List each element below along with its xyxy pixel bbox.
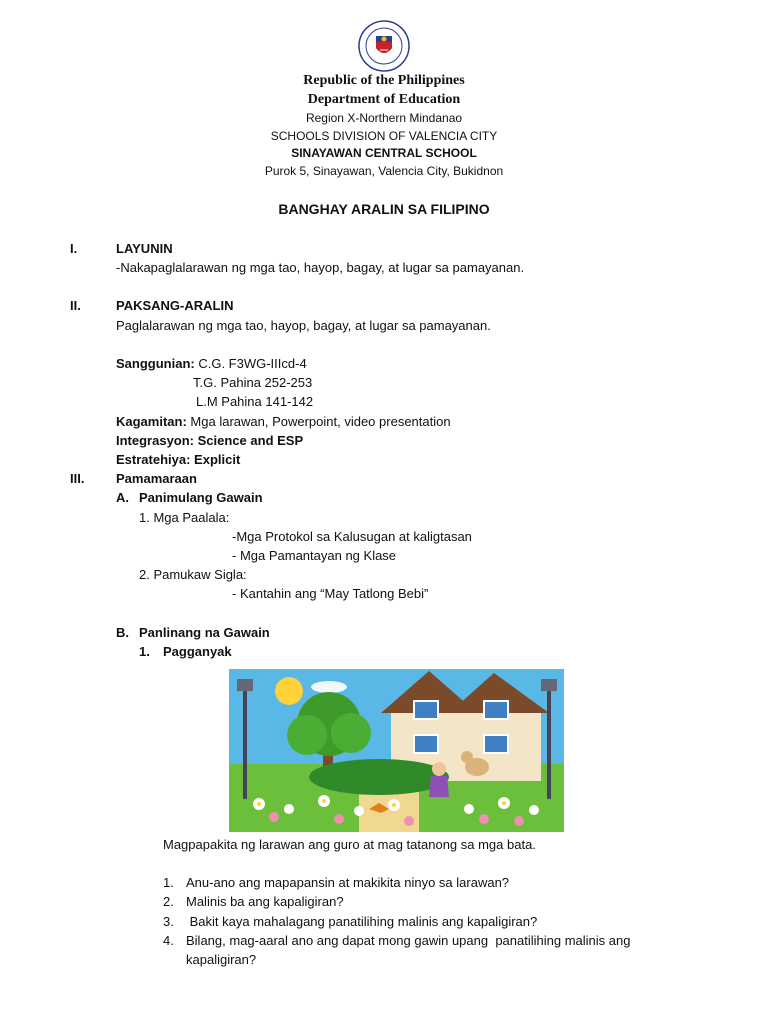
section-2-number: II.: [70, 298, 81, 313]
kagamitan-line: [116, 414, 451, 430]
pagganyak-heading: Pagganyak: [163, 644, 232, 659]
question-1-text: Anu-ano ang mapapansin at makikita ninyo sa larawan?: [186, 875, 510, 890]
republic-heading: Republic of the Philippines: [303, 73, 465, 88]
integrasyon-line: [116, 433, 303, 449]
paalala-protokol: -Mga Protokol sa Kalusugan at kaligtasan: [232, 529, 472, 544]
pagganyak-number: 1.: [139, 644, 150, 659]
deped-seal-logo: [358, 20, 410, 72]
sanggunian-line: [116, 356, 307, 372]
question-2-text: Malinis ba ang kapaligiran?: [186, 894, 344, 909]
question-3-number: 3.: [163, 914, 174, 929]
subsection-a-label: A.: [116, 490, 129, 505]
pamukaw-sigla-song: - Kantahin ang “May Tatlong Bebi”: [232, 586, 429, 601]
sanggunian-label: Sanggunian:: [116, 356, 195, 371]
subsection-a-heading: Panimulang Gawain: [139, 490, 263, 505]
pamukaw-sigla-item: 2. Pamukaw Sigla:: [139, 567, 247, 582]
question-1-number: 1.: [163, 875, 174, 890]
integrasyon-value: Science and ESP: [197, 433, 304, 448]
kagamitan-value: Mga larawan, Powerpoint, video presentation: [190, 414, 451, 429]
sanggunian-tg: T.G. Pahina 252-253: [193, 375, 313, 390]
sanggunian-value: C.G. F3WG-IIIcd-4: [198, 356, 307, 371]
question-2-number: 2.: [163, 894, 174, 909]
integrasyon-label: Integrasyon:: [116, 433, 195, 448]
question-4-text: Bilang, mag-aaral ano ang dapat mong gawin upang panatilihing malinis ang: [186, 933, 631, 948]
department-heading: Department of Education: [307, 92, 461, 107]
illustration-caption: Magpapakita ng larawan ang guro at mag tatanong sa mga bata.: [163, 837, 536, 852]
region-line: Region X-Northern Mindanao: [305, 111, 463, 125]
paalala-item: 1. Mga Paalala:: [139, 510, 230, 525]
document-title: BANGHAY ARALIN SA FILIPINO: [278, 201, 490, 217]
division-line: SCHOOLS DIVISION OF VALENCIA CITY: [270, 129, 498, 143]
school-name: SINAYAWAN CENTRAL SCHOOL: [291, 146, 477, 160]
section-1-heading: LAYUNIN: [116, 241, 173, 256]
kagamitan-label: Kagamitan:: [116, 414, 187, 429]
estratehiya-label: Estratehiya:: [116, 452, 191, 467]
section-3-number: III.: [70, 471, 85, 486]
section-2-text: Paglalarawan ng mga tao, hayop, bagay, at lugar sa pamayanan.: [116, 318, 491, 333]
section-2-heading: PAKSANG-ARALIN: [116, 298, 234, 313]
estratehiya-line: [116, 452, 240, 468]
section-1-number: I.: [70, 241, 78, 256]
subsection-b-heading: Panlinang na Gawain: [139, 625, 270, 640]
question-4-number: 4.: [163, 933, 174, 948]
sanggunian-lm: L.M Pahina 141-142: [196, 394, 314, 409]
subsection-b-label: B.: [116, 625, 129, 640]
community-illustration: [229, 669, 564, 832]
question-3-text: Bakit kaya mahalagang panatilihing malinis ang kapaligiran?: [186, 914, 538, 929]
section-1-text: -Nakapaglalarawan ng mga tao, hayop, bagay, at lugar sa pamayanan.: [116, 260, 525, 275]
estratehiya-value: Explicit: [194, 452, 241, 467]
paalala-pamantayan: - Mga Pamantayan ng Klase: [232, 548, 397, 563]
question-4-continuation: kapaligiran?: [186, 952, 257, 967]
school-address: Purok 5, Sinayawan, Valencia City, Bukidnon: [264, 164, 504, 178]
section-3-heading: Pamamaraan: [116, 471, 197, 486]
